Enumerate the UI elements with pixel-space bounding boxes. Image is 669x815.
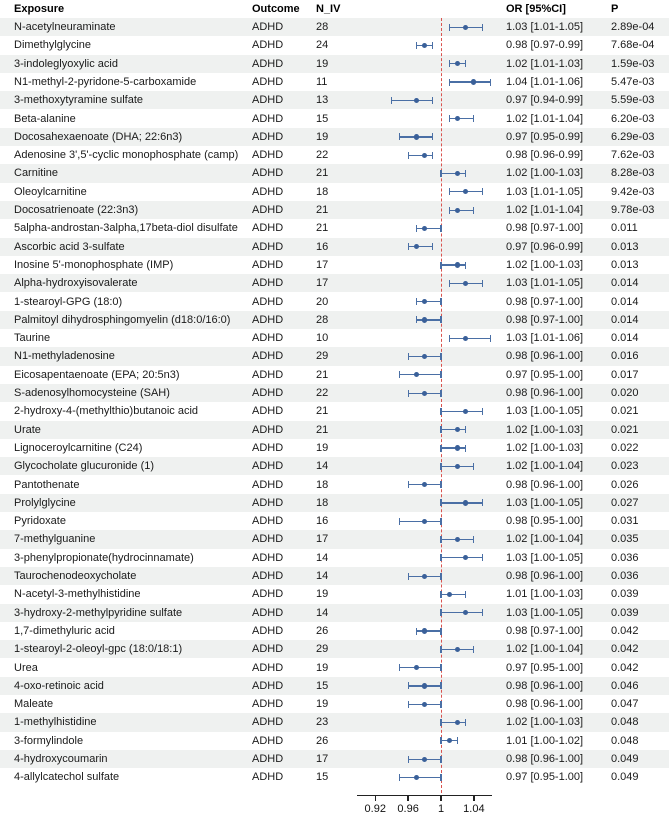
cell-outcome: ADHD — [252, 350, 284, 363]
cell-outcome: ADHD — [252, 295, 284, 308]
cell-n-iv: 13 — [316, 94, 329, 107]
table-row[interactable] — [0, 164, 669, 182]
cell-n-iv: 22 — [316, 387, 329, 399]
cell-n-iv: 16 — [316, 240, 329, 253]
table-row[interactable] — [0, 183, 669, 201]
table-row[interactable] — [0, 439, 669, 457]
cell-exposure: Palmitoyl dihydrosphingomyelin (d18:0/16:0) — [14, 313, 231, 326]
cell-n-iv: 11 — [316, 75, 328, 88]
cell-or-ci: 0.97 [0.95-0.99] — [506, 130, 584, 143]
cell-p-value: 0.017 — [611, 368, 639, 381]
cell-n-iv: 26 — [316, 734, 329, 747]
cell-outcome: ADHD — [252, 606, 284, 619]
cell-outcome: ADHD — [252, 441, 284, 454]
cell-p-value: 0.026 — [611, 478, 639, 491]
cell-exposure: 3-phenylpropionate(hydrocinnamate) — [14, 551, 194, 564]
cell-or-ci: 1.03 [1.01-1.05] — [506, 185, 584, 198]
cell-outcome: ADHD — [252, 75, 284, 88]
table-row[interactable] — [0, 293, 669, 311]
cell-exposure: 2-hydroxy-4-(methylthio)butanoic acid — [14, 405, 199, 418]
cell-outcome: ADHD — [252, 753, 284, 765]
table-row[interactable] — [0, 110, 669, 128]
cell-n-iv: 16 — [316, 515, 329, 528]
table-row[interactable] — [0, 219, 669, 237]
cell-exposure: Beta-alanine — [14, 112, 76, 125]
cell-outcome: ADHD — [252, 57, 284, 70]
cell-exposure: N1-methyl-2-pyridone-5-carboxamide — [14, 75, 197, 88]
table-row[interactable] — [0, 604, 669, 622]
cell-outcome: ADHD — [252, 679, 284, 692]
table-row[interactable] — [0, 384, 669, 402]
cell-outcome: ADHD — [252, 313, 284, 326]
cell-n-iv: 18 — [316, 496, 329, 509]
cell-p-value: 8.28e-03 — [611, 167, 655, 180]
table-row[interactable] — [0, 567, 669, 585]
cell-exposure: 1-stearoyl-2-oleoyl-gpc (18:0/18:1) — [14, 643, 183, 656]
cell-outcome: ADHD — [252, 332, 284, 345]
cell-p-value: 0.027 — [611, 496, 639, 509]
cell-outcome: ADHD — [252, 130, 284, 143]
cell-or-ci: 0.98 [0.97-1.00] — [506, 313, 584, 326]
cell-exposure: Glycocholate glucuronide (1) — [14, 460, 155, 473]
cell-n-iv: 15 — [316, 112, 329, 125]
cell-exposure: Urate — [14, 423, 41, 436]
cell-outcome: ADHD — [252, 478, 284, 491]
x-axis-tick — [375, 796, 376, 801]
cell-exposure: Pyridoxate — [14, 515, 66, 528]
cell-p-value: 6.20e-03 — [611, 112, 655, 125]
cell-or-ci: 0.98 [0.96-1.00] — [506, 387, 584, 399]
cell-p-value: 6.29e-03 — [611, 130, 655, 143]
cell-exposure: 3-formylindole — [14, 734, 84, 747]
cell-outcome: ADHD — [252, 624, 284, 637]
cell-or-ci: 0.98 [0.97-0.99] — [506, 39, 584, 52]
cell-or-ci: 0.98 [0.96-0.99] — [506, 149, 584, 162]
cell-p-value: 9.78e-03 — [611, 204, 655, 216]
cell-n-iv: 26 — [316, 624, 329, 637]
table-row[interactable] — [0, 640, 669, 658]
cell-exposure: Dimethylglycine — [14, 39, 92, 52]
cell-or-ci: 1.02 [1.00-1.03] — [506, 716, 584, 729]
cell-p-value: 0.011 — [611, 222, 638, 235]
cell-p-value: 0.031 — [611, 515, 639, 528]
cell-p-value: 0.020 — [611, 387, 639, 399]
table-header — [0, 0, 669, 18]
cell-n-iv: 21 — [316, 222, 329, 235]
cell-outcome: ADHD — [252, 405, 284, 418]
cell-n-iv: 17 — [316, 277, 329, 290]
cell-p-value: 0.014 — [611, 277, 639, 290]
table-row[interactable] — [0, 677, 669, 695]
cell-exposure: Taurine — [14, 332, 51, 345]
table-row[interactable] — [0, 36, 669, 54]
cell-n-iv: 22 — [316, 149, 329, 162]
cell-p-value: 0.022 — [611, 441, 639, 454]
cell-p-value: 0.048 — [611, 734, 639, 747]
cell-outcome: ADHD — [252, 112, 284, 125]
cell-exposure: 3-indoleglyoxylic acid — [14, 57, 118, 70]
cell-outcome: ADHD — [252, 204, 284, 216]
cell-outcome: ADHD — [252, 533, 284, 546]
cell-exposure: 3-methoxytyramine sulfate — [14, 94, 143, 107]
cell-or-ci: 1.02 [1.00-1.04] — [506, 533, 584, 546]
cell-exposure: Alpha-hydroxyisovalerate — [14, 277, 138, 290]
cell-n-iv: 17 — [316, 258, 329, 271]
cell-outcome: ADHD — [252, 94, 284, 107]
cell-p-value: 7.62e-03 — [611, 149, 655, 162]
table-row[interactable] — [0, 238, 669, 256]
cell-or-ci: 0.98 [0.97-1.00] — [506, 222, 584, 235]
cell-outcome: ADHD — [252, 387, 284, 399]
cell-exposure: N1-methyladenosine — [14, 350, 115, 363]
x-axis-tick-label: 1 — [437, 802, 445, 815]
table-row[interactable] — [0, 585, 669, 603]
cell-outcome: ADHD — [252, 588, 284, 601]
cell-n-iv: 19 — [316, 57, 329, 70]
table-row[interactable] — [0, 91, 669, 109]
table-row[interactable] — [0, 55, 669, 73]
table-row[interactable] — [0, 421, 669, 439]
cell-or-ci: 0.98 [0.96-1.00] — [506, 753, 584, 765]
table-row[interactable] — [0, 750, 669, 768]
cell-exposure: Taurochenodeoxycholate — [14, 570, 137, 582]
cell-n-iv: 29 — [316, 350, 329, 363]
cell-or-ci: 1.03 [1.00-1.05] — [506, 405, 584, 418]
column-header-n-iv: N_IV — [316, 3, 341, 15]
x-axis-tick-label: 0.92 — [364, 802, 386, 815]
table-row[interactable] — [0, 311, 669, 329]
cell-n-iv: 28 — [316, 313, 329, 326]
table-row[interactable] — [0, 549, 669, 567]
table-row[interactable] — [0, 18, 669, 36]
cell-p-value: 0.039 — [611, 588, 639, 601]
table-row[interactable] — [0, 274, 669, 292]
cell-exposure: S-adenosylhomocysteine (SAH) — [14, 387, 170, 399]
cell-outcome: ADHD — [252, 643, 284, 656]
cell-exposure: N-acetylneuraminate — [14, 21, 116, 33]
cell-n-iv: 21 — [316, 368, 329, 381]
table-row[interactable] — [0, 128, 669, 146]
cell-p-value: 0.021 — [611, 423, 639, 436]
cell-p-value: 2.89e-04 — [611, 21, 655, 33]
cell-n-iv: 19 — [316, 441, 329, 454]
table-row[interactable] — [0, 732, 669, 750]
cell-p-value: 0.014 — [611, 332, 639, 345]
column-header-or-ci: OR [95%CI] — [506, 3, 566, 15]
table-row[interactable] — [0, 402, 669, 420]
table-row[interactable] — [0, 622, 669, 640]
cell-p-value: 0.039 — [611, 606, 639, 619]
cell-n-iv: 21 — [316, 405, 329, 418]
x-axis-line — [357, 795, 492, 797]
cell-or-ci: 0.98 [0.96-1.00] — [506, 350, 584, 363]
cell-exposure: 4-hydroxycoumarin — [14, 753, 108, 765]
cell-exposure: Docosatrienoate (22:3n3) — [14, 204, 139, 216]
cell-or-ci: 0.98 [0.95-1.00] — [506, 515, 584, 528]
cell-n-iv: 29 — [316, 643, 329, 656]
cell-p-value: 1.59e-03 — [611, 57, 655, 70]
cell-outcome: ADHD — [252, 661, 284, 674]
cell-or-ci: 1.03 [1.00-1.05] — [506, 551, 584, 564]
cell-or-ci: 1.02 [1.00-1.03] — [506, 423, 584, 436]
cell-exposure: Carnitine — [14, 167, 59, 180]
cell-p-value: 0.046 — [611, 679, 639, 692]
cell-exposure: Oleoylcarnitine — [14, 185, 87, 198]
cell-outcome: ADHD — [252, 716, 284, 729]
cell-exposure: Inosine 5'-monophosphate (IMP) — [14, 258, 174, 271]
cell-outcome: ADHD — [252, 771, 284, 784]
cell-n-iv: 14 — [316, 460, 329, 473]
cell-n-iv: 14 — [316, 551, 329, 564]
table-row[interactable] — [0, 146, 669, 164]
x-axis-tick — [407, 796, 408, 801]
cell-outcome: ADHD — [252, 515, 284, 528]
x-axis-tick — [473, 796, 474, 801]
cell-n-iv: 21 — [316, 204, 329, 216]
cell-p-value: 0.013 — [611, 258, 639, 271]
table-row[interactable] — [0, 512, 669, 530]
table-row[interactable] — [0, 768, 669, 786]
cell-outcome: ADHD — [252, 240, 284, 253]
cell-or-ci: 1.03 [1.00-1.05] — [506, 606, 584, 619]
cell-exposure: 3-hydroxy-2-methylpyridine sulfate — [14, 606, 183, 619]
cell-outcome: ADHD — [252, 496, 284, 509]
cell-n-iv: 20 — [316, 295, 329, 308]
cell-n-iv: 15 — [316, 771, 329, 784]
cell-or-ci: 1.03 [1.01-1.05] — [506, 277, 584, 290]
cell-n-iv: 10 — [316, 332, 329, 345]
cell-p-value: 0.014 — [611, 295, 639, 308]
table-row[interactable] — [0, 329, 669, 347]
cell-outcome: ADHD — [252, 368, 284, 381]
cell-or-ci: 1.03 [1.01-1.06] — [506, 332, 584, 345]
cell-p-value: 7.68e-04 — [611, 39, 655, 52]
cell-outcome: ADHD — [252, 258, 284, 271]
cell-exposure: Docosahexaenoate (DHA; 22:6n3) — [14, 130, 183, 143]
cell-p-value: 0.042 — [611, 643, 639, 656]
column-header-exposure: Exposure — [14, 3, 65, 15]
cell-n-iv: 24 — [316, 39, 329, 52]
cell-n-iv: 19 — [316, 130, 329, 143]
cell-n-iv: 14 — [316, 606, 329, 619]
cell-exposure: 5alpha-androstan-3alpha,17beta-diol disulfate — [14, 222, 238, 235]
cell-n-iv: 21 — [316, 423, 329, 436]
cell-or-ci: 0.98 [0.96-1.00] — [506, 679, 584, 692]
cell-or-ci: 1.02 [1.01-1.04] — [506, 112, 584, 125]
cell-p-value: 5.47e-03 — [611, 75, 655, 88]
cell-outcome: ADHD — [252, 277, 284, 290]
table-row[interactable] — [0, 659, 669, 677]
cell-exposure: Maleate — [14, 698, 54, 711]
cell-p-value: 5.59e-03 — [611, 94, 655, 107]
cell-p-value: 0.014 — [611, 313, 639, 326]
cell-n-iv: 19 — [316, 661, 329, 674]
cell-p-value: 0.042 — [611, 661, 639, 674]
cell-or-ci: 1.02 [1.00-1.03] — [506, 258, 584, 271]
cell-or-ci: 1.03 [1.00-1.05] — [506, 496, 584, 509]
cell-p-value: 0.016 — [611, 350, 639, 363]
table-row[interactable] — [0, 494, 669, 512]
cell-or-ci: 0.98 [0.96-1.00] — [506, 478, 584, 491]
cell-outcome: ADHD — [252, 222, 284, 235]
cell-n-iv: 19 — [316, 588, 329, 601]
cell-p-value: 0.035 — [611, 533, 639, 546]
x-axis-tick-label: 0.96 — [397, 802, 419, 815]
column-header-p: P — [611, 3, 619, 15]
cell-n-iv: 21 — [316, 167, 329, 180]
cell-or-ci: 0.98 [0.96-1.00] — [506, 698, 584, 711]
cell-outcome: ADHD — [252, 570, 284, 582]
cell-or-ci: 1.02 [1.00-1.04] — [506, 643, 584, 656]
cell-or-ci: 1.02 [1.01-1.04] — [506, 204, 584, 216]
cell-exposure: 1-methylhistidine — [14, 716, 97, 729]
cell-or-ci: 0.98 [0.97-1.00] — [506, 295, 584, 308]
cell-p-value: 0.036 — [611, 570, 639, 582]
cell-or-ci: 0.97 [0.94-0.99] — [506, 94, 584, 107]
cell-exposure: Pantothenate — [14, 478, 80, 491]
cell-n-iv: 28 — [316, 21, 329, 33]
cell-exposure: Eicosapentaenoate (EPA; 20:5n3) — [14, 368, 180, 381]
cell-or-ci: 1.04 [1.01-1.06] — [506, 75, 584, 88]
cell-exposure: 4-oxo-retinoic acid — [14, 679, 104, 692]
cell-p-value: 0.042 — [611, 624, 639, 637]
cell-p-value: 0.048 — [611, 716, 639, 729]
cell-p-value: 0.021 — [611, 405, 639, 418]
cell-or-ci: 0.98 [0.97-1.00] — [506, 624, 584, 637]
cell-n-iv: 17 — [316, 753, 329, 765]
cell-or-ci: 0.98 [0.96-1.00] — [506, 570, 584, 582]
table-row[interactable] — [0, 713, 669, 731]
cell-exposure: N-acetyl-3-methylhistidine — [14, 588, 141, 601]
cell-p-value: 0.013 — [611, 240, 639, 253]
cell-outcome: ADHD — [252, 21, 284, 33]
cell-outcome: ADHD — [252, 167, 284, 180]
cell-outcome: ADHD — [252, 734, 284, 747]
cell-p-value: 0.023 — [611, 460, 639, 473]
cell-n-iv: 15 — [316, 679, 329, 692]
cell-n-iv: 14 — [316, 570, 329, 582]
cell-outcome: ADHD — [252, 551, 284, 564]
cell-exposure: 4-allylcatechol sulfate — [14, 771, 120, 784]
table-row[interactable] — [0, 256, 669, 274]
cell-outcome: ADHD — [252, 185, 284, 198]
cell-or-ci: 1.02 [1.00-1.03] — [506, 441, 584, 454]
cell-exposure: 7-methylguanine — [14, 533, 96, 546]
cell-outcome: ADHD — [252, 423, 284, 436]
cell-exposure: 1,7-dimethyluric acid — [14, 624, 115, 637]
cell-or-ci: 1.01 [1.00-1.03] — [506, 588, 584, 601]
cell-or-ci: 1.03 [1.01-1.05] — [506, 21, 584, 33]
table-row[interactable] — [0, 457, 669, 475]
cell-or-ci: 0.97 [0.95-1.00] — [506, 368, 584, 381]
cell-or-ci: 0.97 [0.95-1.00] — [506, 661, 584, 674]
column-header-outcome: Outcome — [252, 3, 300, 15]
cell-outcome: ADHD — [252, 39, 284, 52]
table-row[interactable] — [0, 73, 669, 91]
cell-or-ci: 0.97 [0.96-0.99] — [506, 240, 584, 253]
table-row[interactable] — [0, 201, 669, 219]
cell-or-ci: 1.02 [1.00-1.04] — [506, 460, 584, 473]
cell-or-ci: 0.97 [0.95-1.00] — [506, 771, 584, 784]
cell-exposure: Lignoceroylcarnitine (C24) — [14, 441, 143, 454]
x-axis-tick — [440, 796, 441, 801]
cell-exposure: Prolylglycine — [14, 496, 76, 509]
cell-exposure: Urea — [14, 661, 38, 674]
cell-n-iv: 17 — [316, 533, 329, 546]
cell-exposure: Ascorbic acid 3-sulfate — [14, 240, 125, 253]
cell-n-iv: 19 — [316, 698, 329, 711]
table-row[interactable] — [0, 476, 669, 494]
cell-or-ci: 1.02 [1.00-1.03] — [506, 167, 584, 180]
cell-outcome: ADHD — [252, 698, 284, 711]
cell-n-iv: 23 — [316, 716, 329, 729]
table-row[interactable] — [0, 347, 669, 365]
x-axis-tick-label: 1.04 — [463, 802, 485, 815]
cell-exposure: Adenosine 3',5'-cyclic monophosphate (camp) — [14, 149, 239, 162]
cell-p-value: 0.049 — [611, 753, 639, 765]
cell-p-value: 0.036 — [611, 551, 639, 564]
cell-p-value: 9.42e-03 — [611, 185, 655, 198]
table-row[interactable] — [0, 366, 669, 384]
cell-exposure: 1-stearoyl-GPG (18:0) — [14, 295, 123, 308]
cell-outcome: ADHD — [252, 149, 284, 162]
table-row[interactable] — [0, 695, 669, 713]
cell-outcome: ADHD — [252, 460, 284, 473]
table-row[interactable] — [0, 530, 669, 548]
cell-p-value: 0.047 — [611, 698, 639, 711]
cell-or-ci: 1.02 [1.01-1.03] — [506, 57, 584, 70]
cell-n-iv: 18 — [316, 478, 329, 491]
cell-p-value: 0.049 — [611, 771, 639, 784]
cell-n-iv: 18 — [316, 185, 329, 198]
cell-or-ci: 1.01 [1.00-1.02] — [506, 734, 584, 747]
